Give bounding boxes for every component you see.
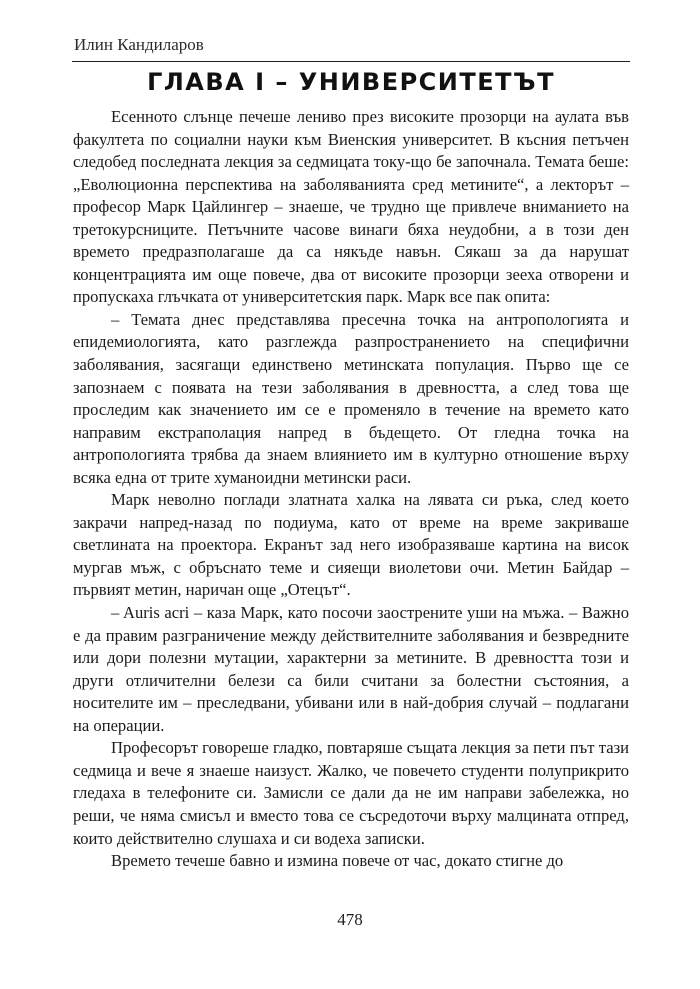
paragraph: Есенното слънце печеше лениво през високите прозорци на аулата във факултета по социални науки към Виенския университет. В късния петъчен следобед последната лекция за седмицата току-що бе започнала. Темата беше: „Еволюционна перспектива на заболяванията сред метините“, а лекторът – професор Марк Цайлингер – знаеше, че трудно ще привлече вниманието на третокурсниците. Петъчните часове винаги бяха неудобни, а в този ден времето предразполагаше да са някъде навън. Сякаш за да нарушат концентрацията им още повече, два от високите прозорци зееха отворени и пропускаха глъчката от университетския парк. Марк все пак опита: [73, 107, 629, 307]
paragraph: – Темата днес представлява пресечна точка на антропологията и епидемиологията, като разглежда разпространението на специфични заболявания, засягащи единствено метинската популация. Първо ще се запознаем с появата на тези заболявания в древността, а след това ще проследим как значението им се е променяло в течение на времето като направим екстраполация напред в бъдещето. От гледна точка на антропологията трябва да знаем влиянието им в културно отношение върху всяка една от трите хуманоидни метински раси. [73, 309, 629, 487]
header-rule [72, 61, 630, 62]
paragraph: – Auris acri – каза Марк, като посочи заострените уши на мъжа. – Важно е да правим разграничение между действителните заболявания и безвредните или дори полезни мутации, характерни за метините. В древността този и други отличителни белези са били считани за болестни състояния, а носителите им – преследвани, убивани или в най-добрия случай – подлагани на операции. [73, 603, 629, 735]
running-header-author: Илин Кандиларов [74, 35, 204, 54]
page-number: 478 [337, 910, 363, 929]
paragraph: Професорът говореше гладко, повтаряше същата лекция за пети път тази седмица и вече я знаеше наизуст. Жалко, че повечето студенти полуприкрито гледаха в телефоните си. Замисли се дали да не им направи забележка, но реши, че няма смисъл и вместо това се съсредоточи върху малцината отпред, които действително слушаха и си водеха записки. [73, 738, 629, 848]
chapter-title: ГЛАВА I – УНИВЕРСИТЕТЪТ [147, 68, 555, 96]
paragraph: Времето течеше бавно и измина повече от час, докато стигне до [111, 851, 564, 871]
paragraph: Марк неволно поглади златната халка на лявата си ръка, след което закрачи напред-назад по подиума, като от време на време закриваше светлината на проектора. Екранът зад него изобразяваше картина на висок мургав мъж, с обръснато теме и сияещи виолетови очи. Метин Байдар – първият метин, наричан още „Отецът“. [73, 490, 629, 600]
body-text [73, 106, 629, 873]
